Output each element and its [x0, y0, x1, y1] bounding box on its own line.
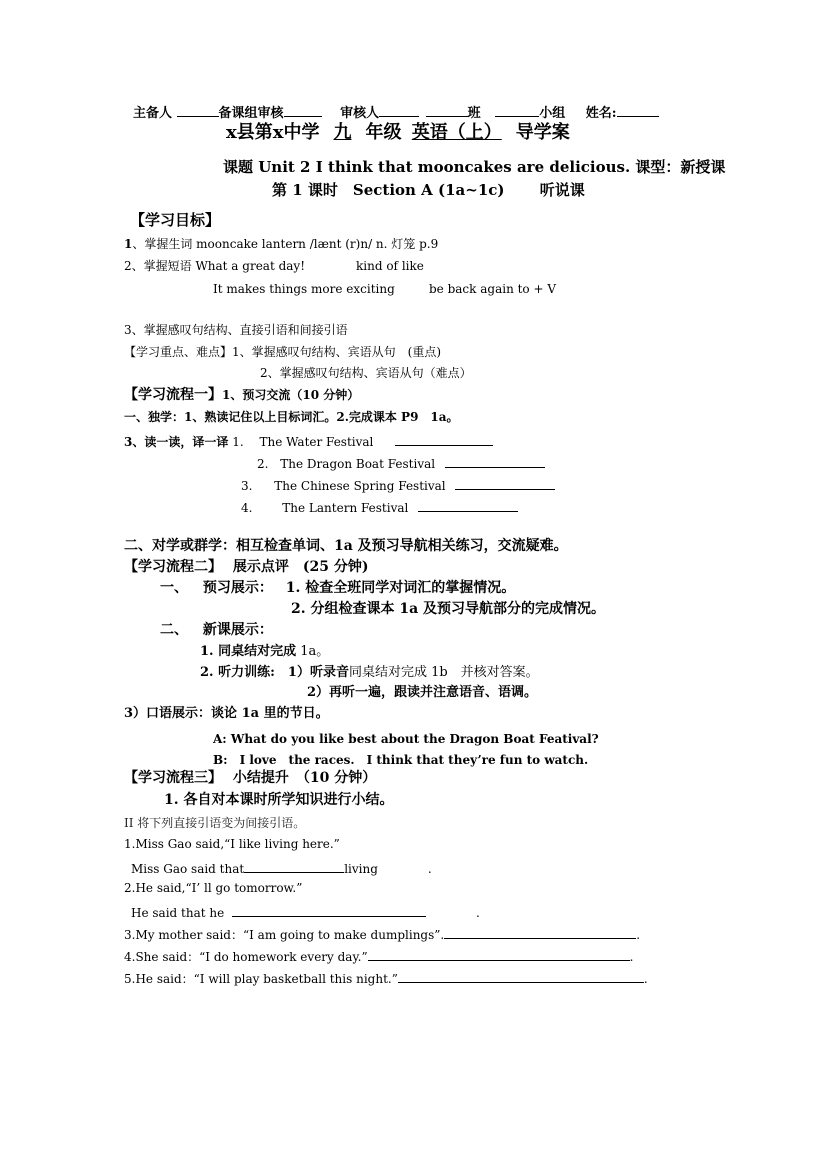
answer-2-start: He said that he — [131, 906, 225, 920]
title-grade: 九 — [333, 122, 352, 143]
answer-1-line — [131, 860, 432, 875]
flow1-heading-label: 【学习流程一】 — [124, 387, 222, 403]
name-blank[interactable] — [617, 104, 659, 117]
question-4-line — [124, 948, 633, 963]
festival-num-1: 1. — [232, 435, 244, 449]
class-blank[interactable] — [426, 104, 468, 117]
festival-item-2 — [257, 455, 545, 470]
preparer-blank[interactable] — [177, 104, 219, 117]
goal-2-phrase-3: It makes things more exciting — [213, 282, 395, 296]
goal-2: 2、掌握短语 What a great day! — [124, 259, 306, 273]
title-suffix: 导学案 — [515, 122, 570, 143]
answer-5-period: . — [643, 972, 648, 986]
question-3: 3.My mother said：“I am going to make dumplings”. — [124, 928, 445, 942]
answer-5-blank[interactable] — [398, 970, 644, 983]
focus-text-1: 1、掌握感叹句结构、宾语从句 (重点) — [232, 345, 442, 359]
goal-1-text: 、掌握生词 mooncake lantern /lænt (r)n/ n. 灯笼 p.9 — [132, 237, 439, 251]
answer-3-blank[interactable] — [444, 926, 636, 939]
flow3-heading — [124, 771, 376, 785]
answer-3-period: . — [636, 928, 641, 942]
goal-2-phrase-4: be back again to + V — [429, 282, 557, 296]
group-label: 小组 — [539, 106, 566, 121]
question-2: 2.He said,“I’ ll go tomorrow.” — [124, 881, 303, 895]
goal-3: 3、掌握感叹句结构、直接引语和间接引语 — [124, 323, 348, 337]
section-1-label: 预习展示： — [202, 580, 273, 596]
festival-blank-3[interactable] — [455, 477, 555, 490]
focus-line-1 — [124, 346, 441, 358]
new-lesson-item-2-bold: 2. 听力训练: 1）听录音 — [200, 665, 349, 680]
question-4: 4.She said：“I do homework every day.” — [124, 950, 368, 964]
festival-num-3: 3. — [241, 479, 253, 493]
section-2-label: 新课展示： — [202, 622, 273, 638]
read-translate-label: 3、读一读，译一译 — [124, 435, 229, 449]
question-3-line — [124, 926, 640, 941]
flow2-heading-rest: 展示点评 (25 分钟) — [232, 559, 369, 575]
goal-1-num: 1 — [124, 237, 133, 251]
section-2-num: 二、 — [160, 622, 188, 638]
flow1-heading — [124, 388, 359, 402]
self-study-line: 一、独学：1、熟读记住以上目标词汇。2.完成课本 P9 1a。 — [124, 410, 459, 424]
new-lesson-item-1-bold: 1. 同桌结对完成 — [200, 644, 297, 659]
answer-1-period: . — [427, 862, 432, 876]
answer-1-word: living — [344, 862, 378, 876]
group-blank[interactable] — [495, 104, 539, 117]
festival-item-3 — [241, 477, 555, 492]
section-1-num: 一、 — [160, 580, 188, 596]
header-row — [133, 104, 659, 120]
reviewer-label: 审核人 — [340, 106, 380, 121]
new-lesson-line — [160, 623, 273, 637]
title-subject: 英语（上） — [411, 122, 502, 143]
new-lesson-item-2 — [200, 666, 539, 679]
question-5: 5.He said：“I will play basketball this night.” — [124, 972, 398, 986]
festival-name-4: The Lantern Festival — [282, 501, 409, 515]
festival-item-1 — [124, 433, 493, 448]
flow1-heading-rest: 1、预习交流（10 分钟） — [222, 388, 360, 402]
preparer-label: 主备人 — [133, 106, 173, 121]
lesson-period: 第 1 课时 Section A (1a~1c) 听说课 — [272, 181, 585, 199]
pair-study-line: 二、对学或群学：相互检查单词、1a 及预习导航相关练习，交流疑难。 — [124, 538, 568, 554]
answer-1-start: Miss Gao said that — [131, 862, 245, 876]
dialog-line-b: B: I love the races. I think that they’re fun to watch. — [213, 753, 589, 767]
reviewer-blank[interactable] — [379, 104, 419, 117]
festival-blank-2[interactable] — [445, 455, 545, 468]
goal-2-phrase-2: kind of like — [356, 259, 424, 273]
answer-2-line — [131, 904, 480, 919]
section-1-item-1: 1. 检查全班同学对词汇的掌握情况。 — [285, 580, 516, 596]
group-review-blank[interactable] — [284, 104, 322, 117]
page-title — [226, 124, 570, 142]
festival-blank-4[interactable] — [418, 499, 518, 512]
festival-name-1: The Water Festival — [259, 435, 374, 449]
answer-4-blank[interactable] — [368, 948, 630, 961]
flow3-heading-rest: 小结提升 （10 分钟） — [232, 770, 377, 786]
festival-item-4 — [241, 499, 518, 514]
new-lesson-item-3: 2）再听一遍，跟读并注意语音、语调。 — [307, 685, 538, 700]
festival-num-4: 4. — [241, 501, 253, 515]
group-review-label: 备课组审核 — [218, 106, 284, 121]
summary-line: 1. 各自对本课时所学知识进行小结。 — [164, 792, 394, 808]
answer-2-blank[interactable] — [232, 904, 426, 917]
new-lesson-item-1-rest: 1a。 — [296, 644, 330, 659]
flow2-heading-label: 【学习流程二】 — [124, 559, 222, 575]
focus-line-2: 2、掌握感叹句结构、宾语从句（难点） — [260, 366, 472, 380]
new-lesson-item-2-rest: 同桌结对完成 1b 并核对答案。 — [348, 665, 539, 680]
oral-display-line: 3）口语展示：谈论 1a 里的节日。 — [124, 706, 329, 721]
festival-name-2: The Dragon Boat Festival — [280, 457, 436, 471]
festival-blank-1[interactable] — [395, 433, 493, 446]
class-label: 班 — [467, 106, 481, 121]
goals-heading: 【学习目标】 — [130, 211, 221, 229]
title-prefix: x县第x中学 — [226, 122, 320, 143]
dialog-line-a: A: What do you like best about the Dragon Boat Featival? — [213, 732, 599, 746]
section-1-item-2: 2. 分组检查课本 1a 及预习导航部分的完成情况。 — [291, 601, 606, 617]
name-label: 姓名: — [585, 106, 617, 121]
new-lesson-item-1 — [200, 645, 329, 658]
flow3-heading-label: 【学习流程三】 — [124, 770, 222, 786]
flow2-heading — [124, 560, 368, 574]
lesson-topic: 课题 Unit 2 I think that mooncakes are delicious. 课型：新授课 — [223, 158, 726, 176]
title-grade-suffix: 年级 — [365, 122, 402, 143]
answer-2-period: . — [476, 906, 480, 920]
festival-name-3: The Chinese Spring Festival — [274, 479, 446, 493]
preview-display-line-1 — [160, 581, 515, 595]
focus-label: 【学习重点、难点】 — [124, 345, 233, 359]
question-1: 1.Miss Gao said,“I like living here.” — [124, 837, 340, 851]
answer-4-period: . — [629, 950, 634, 964]
goal-1 — [124, 238, 438, 250]
question-5-line — [124, 970, 648, 985]
festival-num-2: 2. — [257, 457, 269, 471]
answer-1-blank[interactable] — [244, 860, 344, 873]
exercise-title: II 将下列直接引语变为间接引语。 — [124, 816, 306, 830]
